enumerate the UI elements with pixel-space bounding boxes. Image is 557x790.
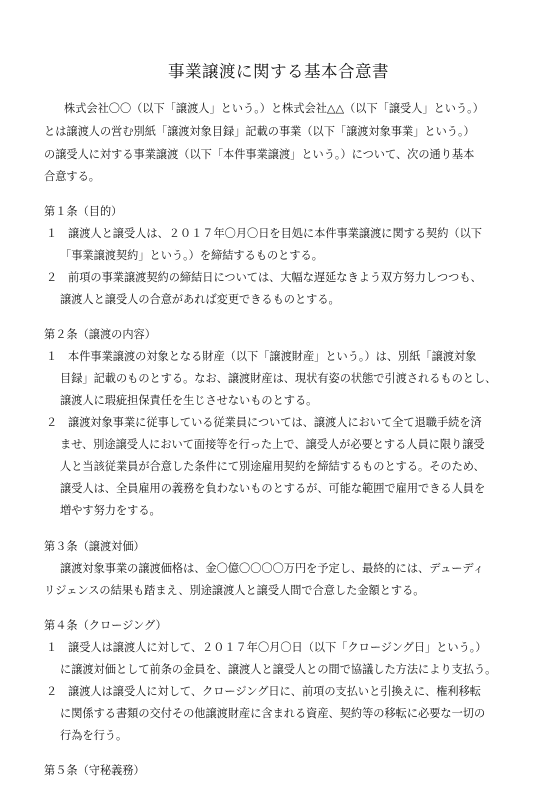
article-text-line: 譲渡人と譲受人は、２０１７年〇月〇日を目処に本件事業譲渡に関する契約（以下 [68,227,482,240]
preamble-line: の譲受人に対する事業譲渡（以下「本件事業譲渡」という。）について、次の通り基本 [44,148,475,161]
item-number: １ [46,641,58,654]
article-text-line: 目録」記載のものとする。なお、譲渡財産は、現状有姿の状態で引渡されるものとし、 [60,372,497,385]
article-heading: 第２条（譲渡の内容） [44,328,156,341]
item-number: １ [46,350,58,363]
preamble-line: 株式会社〇〇（以下「譲渡人」という。）と株式会社△△（以下「譲受人」という。） [64,102,484,115]
article-text-line: 譲渡人に瑕疵担保責任を生じさせないものとする。 [60,394,318,407]
article-text-line: 譲渡対象事業の譲渡価格は、金〇億〇〇〇〇万円を予定し、最終的には、デューディ [60,562,484,575]
item-number: ２ [46,416,58,429]
article-text-line: ませ、別途譲受人において面接等を行った上で、譲受人が必要とする人員に限り譲受 [60,438,485,451]
item-number: １ [46,227,58,240]
document-title: 事業譲渡に関する基本合意書 [168,62,389,81]
article-text-line: リジェンスの結果も踏まえ、別途譲渡人と譲受人間で合意した金額とする。 [44,584,425,597]
article-heading: 第４条（クロージング） [44,619,167,632]
article-heading: 第３条（譲渡対価） [44,540,145,553]
article-text-line: に関係する書類の交付その他譲渡財産に含まれる資産、契約等の移転に必要な一切の [60,707,486,720]
article-text-line: 譲受人は譲渡人に対して、２０１７年〇月〇日（以下「クロージング日」という。） [68,641,487,654]
article-text-line: に譲渡対価として前条の金員を、譲渡人と譲受人との間で協議した方法により支払う。 [60,663,497,676]
article-heading: 第５条（守秘義務） [44,764,145,777]
article-text-line: 行為を行う。 [60,729,128,742]
item-number: ２ [46,271,58,284]
article-text-line: 前項の事業譲渡契約の締結日については、大幅な遅延なきよう双方努力しつつも、 [68,271,482,284]
preamble-line: とは譲渡人の営む別紙「譲渡対象目録」記載の事業（以下「譲渡対象事業」という。） [44,125,475,138]
article-text-line: 譲渡人と譲受人の合意があれば変更できるものとする。 [60,293,340,306]
article-text-line: 増やす努力をする。 [60,504,161,517]
article-text-line: 譲渡対象事業に従事している従業員については、譲渡人において全て退職手続を済 [68,416,482,429]
article-text-line: 「事業譲渡契約」という。）を締結するものとする。 [60,249,323,262]
item-number: ２ [46,685,58,698]
article-text-line: 譲受人は、全員雇用の義務を負わないものとするが、可能な範囲で雇用できる人員を [60,482,486,495]
article-text-line: 本件事業譲渡の対象となる財産（以下「譲渡財産」という。）は、別紙「譲渡対象 [68,350,477,363]
article-heading: 第１条（目的） [44,205,123,218]
article-text-line: 人と当該従業員が合意した条件にて別途雇用契約を締結するものとする。そのため、 [60,460,485,473]
preamble-line: 合意する。 [44,170,100,183]
article-text-line: 譲渡人は譲受人に対して、クロージング日に、前項の支払いと引換えに、権利移転 [68,685,481,698]
